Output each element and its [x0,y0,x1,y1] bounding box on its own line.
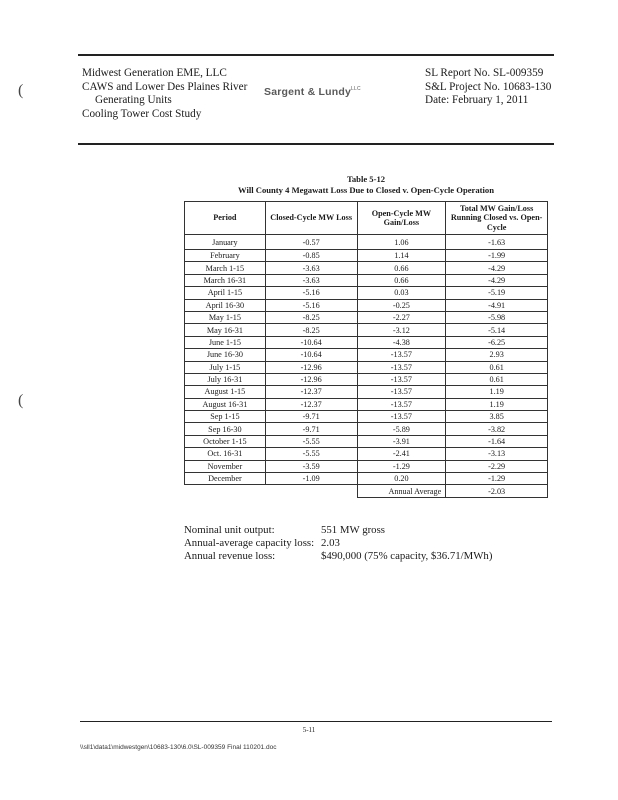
empty-cell [265,485,357,497]
cell-period: July 1-15 [185,361,266,373]
cell-closed-cycle-loss: -8.25 [265,324,357,336]
cell-total-gain-loss: 2.93 [446,349,548,361]
cell-closed-cycle-loss: -12.37 [265,386,357,398]
cell-closed-cycle-loss: -12.96 [265,361,357,373]
cell-total-gain-loss: -4.91 [446,299,548,311]
column-header-open-cycle: Open-Cycle MW Gain/Loss [357,202,446,235]
header-client-line: CAWS and Lower Des Plaines River [82,80,248,93]
header-report-line: Date: February 1, 2011 [425,94,529,107]
cell-open-cycle-gain-loss: 0.20 [357,473,446,485]
megawatt-loss-table [184,201,548,498]
summary-label: Annual-average capacity loss: [184,537,315,549]
cell-closed-cycle-loss: -3.63 [265,274,357,286]
cell-total-gain-loss: 1.19 [446,398,548,410]
cell-period: March 16-31 [185,274,266,286]
table-header-row [185,202,548,235]
cell-open-cycle-gain-loss: -3.12 [357,324,446,336]
table-row [185,324,548,336]
cell-total-gain-loss: -6.25 [446,336,548,348]
cell-period: April 1-15 [185,287,266,299]
cell-closed-cycle-loss: -5.16 [265,287,357,299]
table-row [185,460,548,472]
cell-total-gain-loss: -2.29 [446,460,548,472]
table-title: Table 5-12 [346,174,386,184]
cell-open-cycle-gain-loss: 0.03 [357,287,446,299]
cell-closed-cycle-loss: -0.85 [265,250,357,262]
summary-value: $490,000 (75% capacity, $36.71/MWh) [321,550,493,562]
table-row [185,423,548,435]
cell-total-gain-loss: -4.29 [446,262,548,274]
cell-closed-cycle-loss: -12.37 [265,398,357,410]
cell-closed-cycle-loss: -0.57 [265,235,357,250]
cell-open-cycle-gain-loss: -3.91 [357,435,446,447]
cell-period: Sep 1-15 [185,411,266,423]
cell-open-cycle-gain-loss: 0.66 [357,262,446,274]
cell-total-gain-loss: -5.19 [446,287,548,299]
file-path: \\sll1\data1\midwestgen\10683-130\6.0\SL-009359 Final 110201.doc [80,744,277,751]
header-report-line: SL Report No. SL-009359 [425,67,544,79]
cell-open-cycle-gain-loss: -4.38 [357,336,446,348]
table-row [185,336,548,348]
table-row [185,373,548,385]
cell-open-cycle-gain-loss: -13.57 [357,373,446,385]
cell-closed-cycle-loss: -9.71 [265,411,357,423]
cell-closed-cycle-loss: -5.16 [265,299,357,311]
cell-total-gain-loss: 0.61 [446,373,548,385]
table-row [185,473,548,485]
cell-total-gain-loss: 3.85 [446,411,548,423]
summary-label: Annual revenue loss: [184,550,276,562]
cell-closed-cycle-loss: -8.25 [265,311,357,323]
table-row [185,250,548,262]
cell-period: Oct. 16-31 [185,448,266,460]
margin-mark: ( [18,82,24,99]
table-row [185,411,548,423]
table-title-block [184,174,548,196]
table-row [185,386,548,398]
cell-period: June 1-15 [185,336,266,348]
cell-total-gain-loss: -1.63 [446,235,548,250]
cell-total-gain-loss: -5.14 [446,324,548,336]
cell-total-gain-loss: -5.98 [446,311,548,323]
cell-total-gain-loss: -4.29 [446,274,548,286]
cell-total-gain-loss: 1.19 [446,386,548,398]
cell-period: August 1-15 [185,386,266,398]
header-rule-bottom [78,143,554,145]
cell-open-cycle-gain-loss: -13.57 [357,361,446,373]
cell-open-cycle-gain-loss: -0.25 [357,299,446,311]
summary-labels [184,524,314,563]
cell-closed-cycle-loss: -9.71 [265,423,357,435]
cell-period: March 1-15 [185,262,266,274]
cell-period: July 16-31 [185,373,266,385]
summary-values [321,524,492,563]
summary-label: Nominal unit output: [184,524,275,536]
cell-period: October 1-15 [185,435,266,447]
cell-closed-cycle-loss: -10.64 [265,336,357,348]
cell-period: February [185,250,266,262]
cell-period: January [185,235,266,250]
table-row [185,287,548,299]
table-row [185,235,548,250]
annual-average-value: -2.03 [446,485,548,497]
cell-period: May 16-31 [185,324,266,336]
cell-closed-cycle-loss: -3.63 [265,262,357,274]
cell-closed-cycle-loss: -5.55 [265,435,357,447]
footer-rule [80,721,552,722]
table-subtitle: Will County 4 Megawatt Loss Due to Closed v. Open-Cycle Operation [238,185,494,195]
cell-open-cycle-gain-loss: -13.57 [357,411,446,423]
summary-value: 2.03 [321,537,340,549]
cell-open-cycle-gain-loss: -13.57 [357,349,446,361]
cell-closed-cycle-loss: -10.64 [265,349,357,361]
cell-period: December [185,473,266,485]
header-report-line: S&L Project No. 10683-130 [425,80,552,93]
column-header-total: Total MW Gain/Loss Running Closed vs. Open-Cycle [446,202,548,235]
column-header-period: Period [185,202,266,235]
cell-total-gain-loss: 0.61 [446,361,548,373]
sargent-lundy-logo [264,86,361,98]
table-row [185,299,548,311]
cell-open-cycle-gain-loss: -1.29 [357,460,446,472]
header-client-line: Midwest Generation EME, LLC [82,67,227,79]
header-client-line: Cooling Tower Cost Study [82,107,202,120]
cell-period: August 16-31 [185,398,266,410]
cell-open-cycle-gain-loss: -13.57 [357,386,446,398]
cell-period: Sep 16-30 [185,423,266,435]
table-row [185,349,548,361]
cell-closed-cycle-loss: -5.55 [265,448,357,460]
header-client-block [82,67,247,121]
cell-open-cycle-gain-loss: -2.27 [357,311,446,323]
cell-total-gain-loss: -1.64 [446,435,548,447]
table-row [185,448,548,460]
cell-total-gain-loss: -3.13 [446,448,548,460]
cell-open-cycle-gain-loss: 1.06 [357,235,446,250]
cell-total-gain-loss: -1.29 [446,473,548,485]
cell-closed-cycle-loss: -12.96 [265,373,357,385]
cell-open-cycle-gain-loss: -5.89 [357,423,446,435]
table-row [185,311,548,323]
table-row [185,274,548,286]
header-report-block [425,67,551,108]
table-row [185,435,548,447]
cell-closed-cycle-loss: -3.59 [265,460,357,472]
cell-open-cycle-gain-loss: 0.66 [357,274,446,286]
logo-suffix: LLC [351,86,361,92]
annual-average-label: Annual Average [357,485,446,497]
column-header-closed-cycle: Closed-Cycle MW Loss [265,202,357,235]
cell-period: November [185,460,266,472]
cell-total-gain-loss: -1.99 [446,250,548,262]
table-body [185,235,548,485]
cell-period: April 16-30 [185,299,266,311]
cell-closed-cycle-loss: -1.09 [265,473,357,485]
margin-mark: ( [18,392,24,409]
page-number: 5-11 [302,726,316,734]
cell-open-cycle-gain-loss: -13.57 [357,398,446,410]
annual-average-row [185,485,548,497]
cell-period: May 1-15 [185,311,266,323]
header-rule-top [78,54,554,56]
table-row [185,361,548,373]
cell-open-cycle-gain-loss: -2.41 [357,448,446,460]
header-client-line: Generating Units [95,94,172,107]
table-row [185,262,548,274]
logo-text: Sargent & Lundy [264,86,352,98]
cell-total-gain-loss: -3.82 [446,423,548,435]
table-row [185,398,548,410]
empty-cell [185,485,266,497]
cell-period: June 16-30 [185,349,266,361]
summary-value: 551 MW gross [321,524,385,536]
cell-open-cycle-gain-loss: 1.14 [357,250,446,262]
